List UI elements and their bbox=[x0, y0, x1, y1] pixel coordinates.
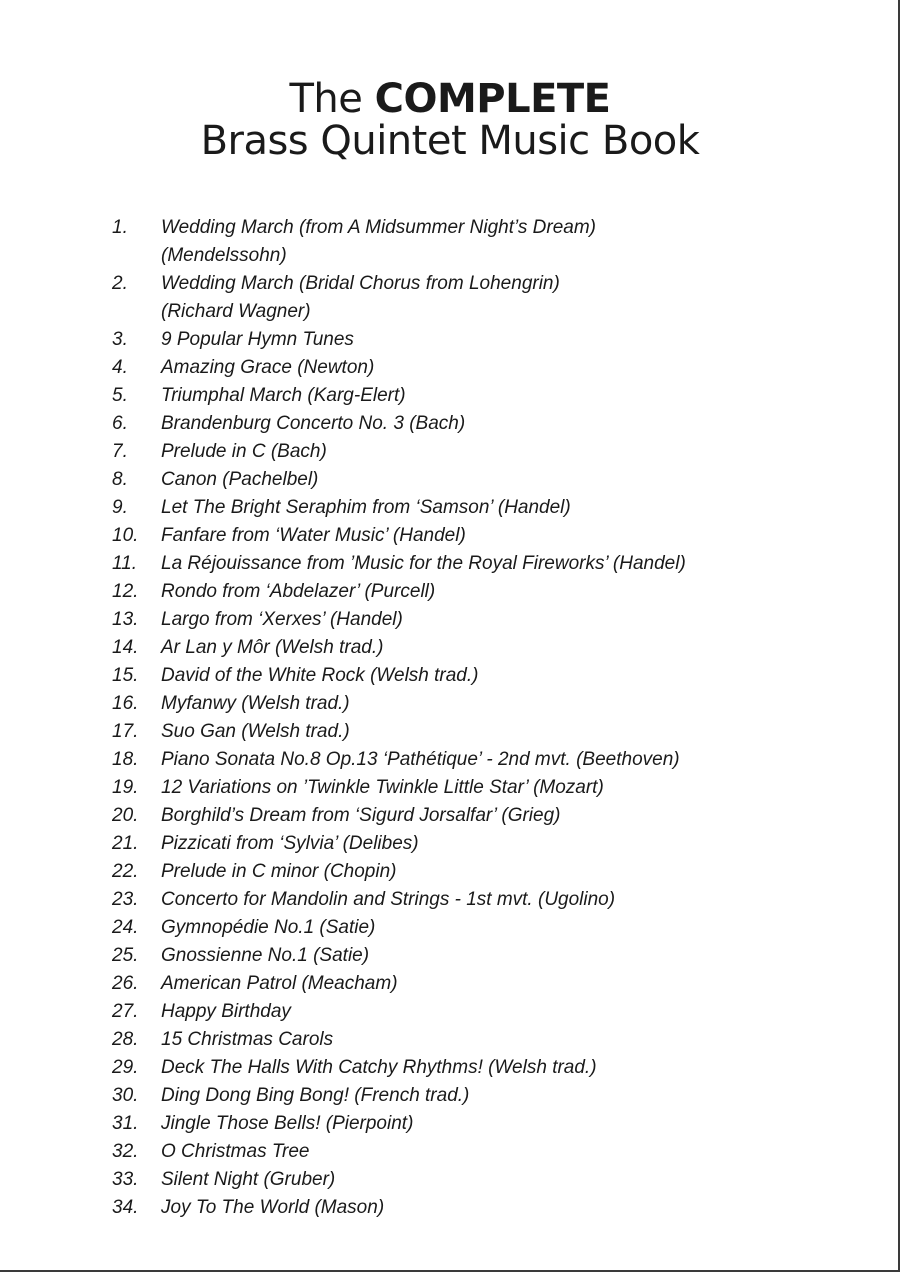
list-item-number: 15. bbox=[112, 665, 139, 686]
list-item bbox=[112, 1082, 872, 1110]
list-item-title: Piano Sonata No.8 Op.13 ‘Pathétique’ - 2nd mvt. (Beethoven) bbox=[161, 749, 680, 770]
list-item-composer: (Richard Wagner) bbox=[161, 301, 311, 322]
list-item-number: 26. bbox=[112, 973, 139, 994]
list-item bbox=[112, 942, 872, 970]
list-item-number: 24. bbox=[112, 917, 139, 938]
list-item-composer: (Mendelssohn) bbox=[161, 245, 287, 266]
list-item bbox=[112, 1110, 872, 1138]
list-item bbox=[112, 214, 872, 270]
list-item-number: 10. bbox=[112, 525, 139, 546]
list-item-title: Pizzicati from ‘Sylvia’ (Delibes) bbox=[161, 833, 419, 854]
list-item bbox=[112, 466, 872, 494]
list-item-title: Prelude in C (Bach) bbox=[161, 441, 327, 462]
list-item-title: Canon (Pachelbel) bbox=[161, 469, 319, 490]
list-item bbox=[112, 578, 872, 606]
list-item-number: 33. bbox=[112, 1169, 139, 1190]
list-item bbox=[112, 746, 872, 774]
list-item-title: Ar Lan y Môr (Welsh trad.) bbox=[161, 637, 384, 658]
list-item bbox=[112, 550, 872, 578]
list-item-title: Silent Night (Gruber) bbox=[161, 1169, 336, 1190]
title-line-1 bbox=[0, 78, 900, 120]
list-item-number: 20. bbox=[112, 805, 139, 826]
list-item-number: 14. bbox=[112, 637, 139, 658]
list-item-number: 11. bbox=[112, 553, 138, 574]
list-item bbox=[112, 1166, 872, 1194]
list-item-number: 4. bbox=[112, 357, 128, 378]
list-item-title: La Réjouissance from ’Music for the Royal Fireworks’ (Handel) bbox=[161, 553, 686, 574]
list-item-title: American Patrol (Meacham) bbox=[161, 973, 398, 994]
list-item-title: Ding Dong Bing Bong! (French trad.) bbox=[161, 1085, 470, 1106]
list-item-title: 12 Variations on ’Twinkle Twinkle Little Star’ (Mozart) bbox=[161, 777, 604, 798]
list-item bbox=[112, 998, 872, 1026]
list-item-number: 29. bbox=[112, 1057, 139, 1078]
list-item bbox=[112, 886, 872, 914]
list-item bbox=[112, 438, 872, 466]
list-item-title: Concerto for Mandolin and Strings - 1st mvt. (Ugolino) bbox=[161, 889, 616, 910]
list-item-title: Jingle Those Bells! (Pierpoint) bbox=[161, 1113, 414, 1134]
list-item-number: 3. bbox=[112, 329, 128, 350]
list-item-title: Wedding March (from A Midsummer Night’s Dream) bbox=[161, 217, 596, 238]
list-item-title: Triumphal March (Karg-Elert) bbox=[161, 385, 406, 406]
list-item bbox=[112, 858, 872, 886]
list-item bbox=[112, 634, 872, 662]
list-item bbox=[112, 662, 872, 690]
list-item-title: 9 Popular Hymn Tunes bbox=[161, 329, 354, 350]
list-item-title: Prelude in C minor (Chopin) bbox=[161, 861, 397, 882]
list-item-number: 19. bbox=[112, 777, 139, 798]
list-item-title: Myfanwy (Welsh trad.) bbox=[161, 693, 350, 714]
list-item-number: 6. bbox=[112, 413, 128, 434]
list-item-title: Happy Birthday bbox=[161, 1001, 291, 1022]
list-item bbox=[112, 270, 872, 326]
list-item-number: 32. bbox=[112, 1141, 139, 1162]
list-item-title: Deck The Halls With Catchy Rhythms! (Welsh trad.) bbox=[161, 1057, 597, 1078]
list-item-title: Joy To The World (Mason) bbox=[161, 1197, 385, 1218]
list-item-number: 18. bbox=[112, 749, 139, 770]
title-bold-word: COMPLETE bbox=[374, 76, 611, 122]
list-item-title: Gnossienne No.1 (Satie) bbox=[161, 945, 370, 966]
list-item-title: Largo from ‘Xerxes’ (Handel) bbox=[161, 609, 403, 630]
list-item-title: Fanfare from ‘Water Music’ (Handel) bbox=[161, 525, 466, 546]
list-item-number: 23. bbox=[112, 889, 139, 910]
list-item-number: 1. bbox=[112, 217, 128, 238]
title-block bbox=[0, 78, 900, 162]
list-item bbox=[112, 802, 872, 830]
title-prefix: The bbox=[289, 76, 375, 122]
list-item-number: 9. bbox=[112, 497, 128, 518]
list-item-number: 13. bbox=[112, 609, 139, 630]
list-item bbox=[112, 970, 872, 998]
list-item bbox=[112, 774, 872, 802]
list-item bbox=[112, 410, 872, 438]
list-item bbox=[112, 830, 872, 858]
list-item bbox=[112, 522, 872, 550]
list-item bbox=[112, 1054, 872, 1082]
list-item-title: Amazing Grace (Newton) bbox=[161, 357, 375, 378]
list-item-number: 16. bbox=[112, 693, 139, 714]
list-item bbox=[112, 354, 872, 382]
list-item-title: Wedding March (Bridal Chorus from Lohengrin) bbox=[161, 273, 560, 294]
list-item-title: Gymnopédie No.1 (Satie) bbox=[161, 917, 376, 938]
list-item bbox=[112, 326, 872, 354]
list-item-number: 31. bbox=[112, 1113, 139, 1134]
list-item-title: Suo Gan (Welsh trad.) bbox=[161, 721, 350, 742]
list-item-number: 2. bbox=[112, 273, 128, 294]
list-item-number: 5. bbox=[112, 385, 128, 406]
list-item-title: 15 Christmas Carols bbox=[161, 1029, 334, 1050]
list-item-number: 22. bbox=[112, 861, 139, 882]
list-item-title: Let The Bright Seraphim from ‘Samson’ (Handel) bbox=[161, 497, 571, 518]
list-item bbox=[112, 1138, 872, 1166]
list-item-title: David of the White Rock (Welsh trad.) bbox=[161, 665, 479, 686]
contents-list bbox=[112, 214, 872, 1222]
list-item-number: 12. bbox=[112, 581, 139, 602]
list-item-title: Rondo from ‘Abdelazer’ (Purcell) bbox=[161, 581, 436, 602]
list-item bbox=[112, 690, 872, 718]
list-item bbox=[112, 1026, 872, 1054]
list-item bbox=[112, 494, 872, 522]
list-item-number: 25. bbox=[112, 945, 139, 966]
list-item bbox=[112, 1194, 872, 1222]
list-item-number: 34. bbox=[112, 1197, 139, 1218]
list-item-number: 27. bbox=[112, 1001, 139, 1022]
list-item-title: Borghild’s Dream from ‘Sigurd Jorsalfar’ (Grieg) bbox=[161, 805, 561, 826]
list-item-number: 8. bbox=[112, 469, 128, 490]
list-item-number: 21. bbox=[112, 833, 139, 854]
list-item bbox=[112, 606, 872, 634]
list-item bbox=[112, 914, 872, 942]
list-item-title: O Christmas Tree bbox=[161, 1141, 310, 1162]
list-item-number: 17. bbox=[112, 721, 139, 742]
title-line-2: Brass Quintet Music Book bbox=[200, 118, 700, 164]
list-item-number: 28. bbox=[112, 1029, 139, 1050]
list-item bbox=[112, 718, 872, 746]
list-item bbox=[112, 382, 872, 410]
list-item-number: 30. bbox=[112, 1085, 139, 1106]
list-item-title: Brandenburg Concerto No. 3 (Bach) bbox=[161, 413, 466, 434]
list-item-number: 7. bbox=[112, 441, 128, 462]
